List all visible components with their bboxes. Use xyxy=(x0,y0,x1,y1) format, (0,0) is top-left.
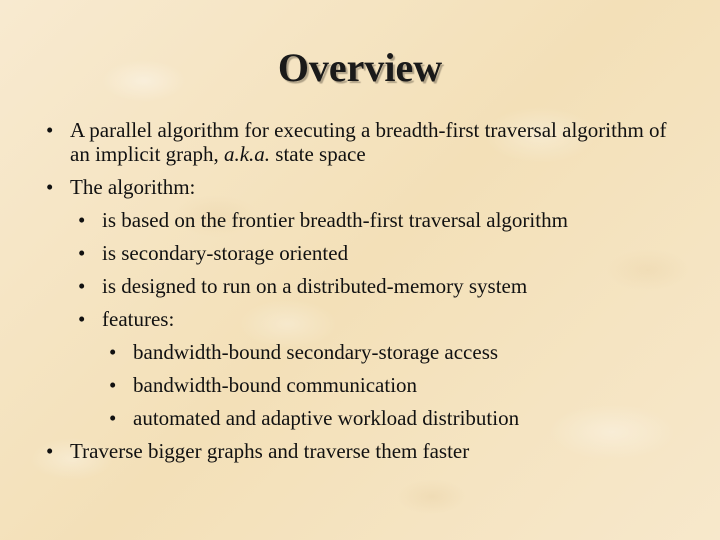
bullet-text: is designed to run on a distributed-memory system xyxy=(102,274,528,298)
bullet-item xyxy=(46,114,686,171)
bullet-list xyxy=(46,114,686,468)
bullet-item xyxy=(46,435,686,468)
bullet-icon: • xyxy=(109,406,117,430)
bullet-text: features: xyxy=(102,307,175,331)
bullet-icon: • xyxy=(78,241,86,265)
bullet-icon: • xyxy=(109,373,117,397)
bullet-item xyxy=(46,303,686,336)
bullet-icon: • xyxy=(46,175,54,199)
bullet-icon: • xyxy=(78,307,86,331)
bullet-item xyxy=(46,204,686,237)
bullet-text: A parallel algorithm for executing a breadth-first traversal algorithm of an implicit graph, xyxy=(70,118,667,166)
bullet-text: is secondary-storage oriented xyxy=(102,241,349,265)
bullet-text: Traverse bigger graphs and traverse them faster xyxy=(70,439,470,463)
bullet-item xyxy=(46,369,686,402)
bullet-icon: • xyxy=(46,439,54,463)
bullet-icon: • xyxy=(46,118,54,142)
bullet-icon: • xyxy=(78,208,86,232)
bullet-item xyxy=(46,336,686,369)
bullet-item xyxy=(46,402,686,435)
bullet-text: state space xyxy=(270,142,366,166)
bullet-text-italic: a.k.a. xyxy=(223,142,271,166)
bullet-text: The algorithm: xyxy=(70,175,196,199)
bullet-item xyxy=(46,237,686,270)
bullet-text: is based on the frontier breadth-first traversal algorithm xyxy=(102,208,568,232)
bullet-text: bandwidth-bound communication xyxy=(133,373,418,397)
bullet-item xyxy=(46,270,686,303)
bullet-text: automated and adaptive workload distribution xyxy=(133,406,520,430)
bullet-icon: • xyxy=(109,340,117,364)
bullet-item xyxy=(46,171,686,204)
slide-title: Overview xyxy=(277,45,443,90)
bullet-icon: • xyxy=(78,274,86,298)
bullet-text: bandwidth-bound secondary-storage access xyxy=(133,340,499,364)
